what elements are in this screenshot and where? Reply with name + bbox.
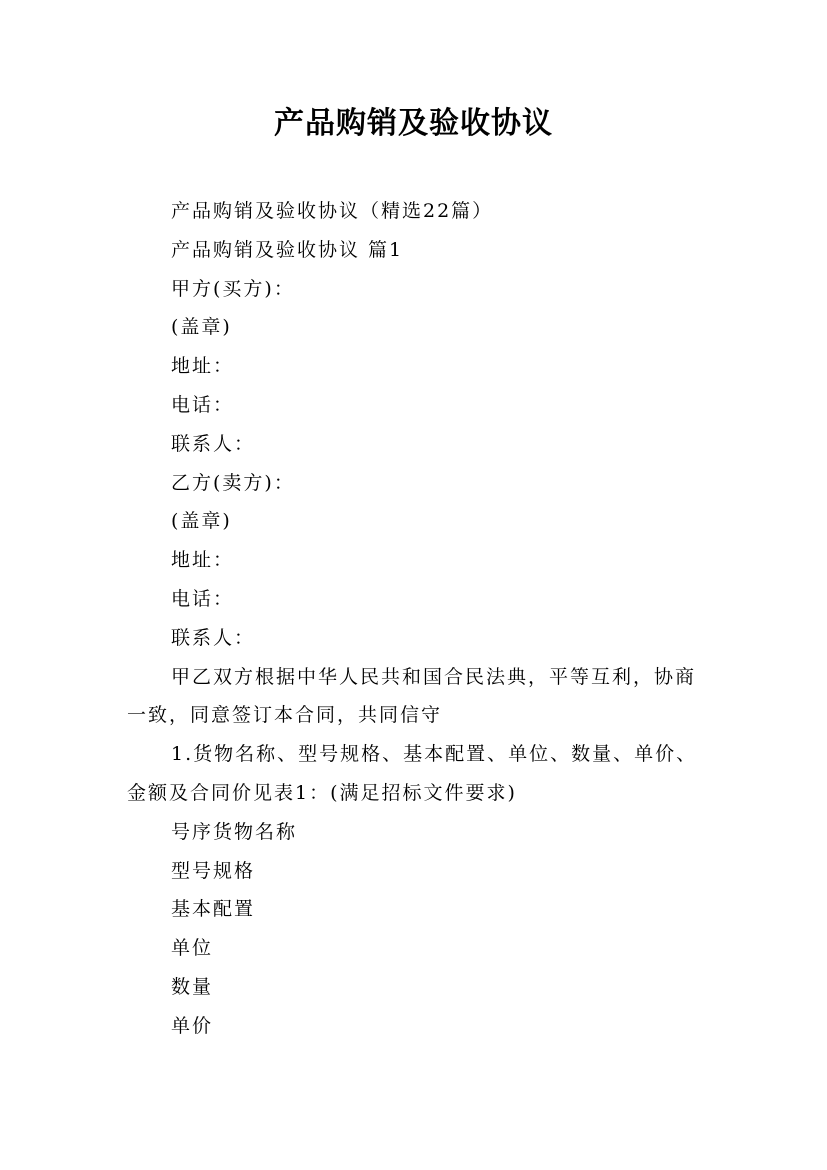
paragraph-clause-1: 1.货物名称、型号规格、基本配置、单位、数量、单价、金额及合同价见表1：(满足招标文件要求)	[127, 743, 698, 804]
paragraph-table-col-config: 基本配置	[171, 898, 256, 921]
paragraph-party-a-contact: 联系人：	[171, 432, 256, 455]
paragraph-party-a-seal: (盖章)	[171, 316, 232, 339]
paragraph-party-b-phone: 电话：	[171, 587, 235, 610]
paragraph-party-a: 甲方(买方)：	[171, 277, 295, 300]
paragraph-party-a-phone: 电话：	[171, 393, 235, 416]
paragraph-party-b: 乙方(卖方)：	[171, 471, 295, 494]
paragraph-party-b-address: 地址：	[171, 549, 235, 572]
paragraph-table-col-name: 号序货物名称	[171, 820, 298, 843]
document-body	[127, 192, 712, 1046]
paragraph-party-b-contact: 联系人：	[171, 626, 256, 649]
paragraph-table-col-price: 单价	[171, 1014, 214, 1037]
paragraph-section-heading: 产品购销及验收协议 篇1	[171, 238, 404, 261]
paragraph-party-a-address: 地址：	[171, 355, 235, 378]
paragraph-table-col-unit: 单位	[171, 937, 214, 960]
paragraph-table-col-model: 型号规格	[171, 859, 256, 882]
paragraph-subtitle: 产品购销及验收协议（精选22篇）	[171, 200, 494, 222]
paragraph-agreement-intro: 甲乙双方根据中华人民共和国合民法典，平等互利，协商一致，同意签订本合同，共同信守	[127, 665, 697, 727]
document-title: 产品购销及验收协议	[274, 106, 553, 141]
paragraph-party-b-seal: (盖章)	[171, 510, 232, 533]
paragraph-table-col-quantity: 数量	[171, 975, 214, 998]
